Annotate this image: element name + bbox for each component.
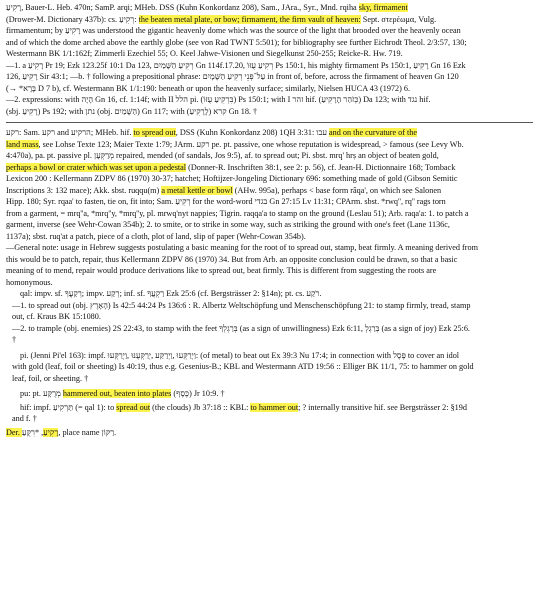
text-span: , see Lohse Texte 123; Maier Texte 1:79; JArm. רקע pe. pt. passive, one whose reputation is widespread, > famous (see Levy Wb.	[38, 139, 464, 149]
text-span: leaf, foil, or sheeting. †	[12, 373, 89, 383]
text-span: Inscriptions 3: 132 mace); Akk. sbst. ruqqu(m)	[6, 185, 162, 195]
text-span: —2. to trample (obj. enemies) 2S 22:43, to stamp with the feet בְּרַגְלְךָ (as a sign of unwillingness) Ezk 6:11, בְּרַגְלְ (as a sign of joy) Ezk 25:6.	[12, 323, 470, 333]
text-line	[6, 196, 533, 208]
text-span: ; ? internally transitive hif. see Bergsträsser 2: §19d	[298, 402, 467, 412]
text-span: (Drower-M. Dictionary 437b): cs. רְקִיעַ:	[6, 14, 139, 24]
highlighted-text: to spread out	[133, 128, 176, 137]
text-span: garment, inverse (see Wehr-Cowan 354b); 2. to smite, or to strike in some way, such as striking the ground with one's feet (Lane 1136c,	[6, 220, 450, 229]
text-line	[6, 402, 533, 414]
text-line	[6, 242, 533, 254]
text-line	[6, 2, 533, 14]
text-span: pu: pt. מְרֻקָּע	[20, 389, 63, 398]
text-line	[6, 427, 533, 439]
text-line	[6, 106, 533, 118]
text-span: Lexicon 200 : Kellermann ZDPV 86 (1970) 30-37; hatchet; Hoftijzer-Jongeling Dictionary 696: something made of gold (Gibson Semitic	[6, 174, 458, 183]
stem-piel	[6, 350, 533, 385]
text-line	[6, 231, 533, 243]
text-line	[6, 265, 533, 277]
text-line	[6, 25, 533, 37]
text-span: רָקִיעַ, Bauer-L. Heb. 470n; SamP. arqi; MHeb. DSS (Kuhn Konkordanz 208), Sam., JAra., Syr., Mnd. rqiha	[6, 3, 359, 12]
text-span: homonymous.	[6, 277, 53, 287]
text-span: רקע: Sam. רקע and הרקיע; MHeb. hif.	[6, 128, 134, 137]
text-line	[6, 48, 533, 60]
text-line	[6, 94, 533, 106]
text-span: , DSS (Kuhn Konkordanz 208) 1QH 3:31: עבו	[175, 128, 330, 137]
text-span: 4:470a), pa. pt. passive pl. מְרַקְּעָן repaired, mended (of sandals, Jos 9:5), af. to spread out; Pi. sbst. mrq' hrṣ an object of beaten gold,	[6, 151, 439, 160]
highlighted-text: a metal kettle or bowl	[161, 185, 233, 195]
text-span: —General note: usage in Hebrew suggests postulating a basic meaning for the root of to spread out, stamp, beat firmly. A meaning derived from	[6, 243, 478, 252]
text-line	[6, 277, 533, 289]
text-line	[6, 311, 533, 323]
entry-divider	[6, 122, 533, 123]
text-line	[6, 37, 533, 49]
text-span: Westermann BK 1/1:162f; Zimmerli Ezechiel 55; O. Keel Jahwe-Visionen und Siegelkunst 250-255; Reicke-R. Hw. 719.	[6, 49, 403, 58]
highlighted-text: sky, firmament	[358, 3, 408, 12]
entry-rq	[6, 127, 533, 438]
text-span: meaning of to mend, repair would produce derivations like to spread out, beat firmly. This is different from suggesting the roots are	[6, 266, 437, 275]
highlighted-text: to hammer out	[250, 402, 299, 412]
text-span: Sept. στερέωμα, Vulg.	[360, 14, 437, 24]
text-line	[6, 350, 533, 362]
text-span: —2. expressions: with הָיָה Gn 16, cf. 1:14f; with II הלל pi. (בִּרְקִיעַ עֻזּוֹ) Ps 150:1; with I זהר hif. (כְּזֹהַר הָרָקִיעַ) Da 123; with נגד hif.	[6, 95, 431, 104]
text-span: out, cf. Kraus BK 15:1080.	[12, 312, 101, 321]
text-span: pi. (Jenni Pi'el 163): impf. וַיְרַקְּעוּ ,וַיְרַקַּע ,יְרַקְּעֶנּוּ ,וַיְרַקְּעוּ: (of metal) to beat out Ex 39:3 Nu 17:4; in connection with פֶּסֶל to cover an idol	[20, 350, 460, 360]
text-span: †	[12, 335, 17, 344]
text-span: qal: impv. sf. רְקַעֲךָ; impv. רְקַע; inf. sf. רַקְעֲךָ Ezk 25:6 (cf. Bergsträsser 2: §14n); pt. cs. רֹקַע.	[20, 289, 322, 298]
text-line	[6, 413, 533, 425]
text-span: —1. a רָקִיעַ Pr 19; Ezk 123.25f 10:1 Da 123, רְקִיעַ הַשָּׁמַיִם Gn 114f.17.20, רְקִיעַ עֻזּוֹ Ps 150:1, his mighty firmament Ps 150:1, רָקִיעַ Gn 16 Ezk	[6, 60, 466, 70]
text-span: (Donner-R. Inschriften 38:1, see 2: p. 56), cf. Jean-H. Dictionnaire 168; Tomback	[186, 162, 456, 172]
text-span: (the clouds) Jb 37:18 :: KBL:	[150, 402, 251, 412]
highlighted-text: hammered out, beaten into plates	[62, 389, 172, 398]
text-span: (sbj. רָקִיעַ) Ps 192; with נתן (obj. הַשָּׁמַיִם) Gn 117; with קרא (לָרָקִיעַ) Gn 18. †	[6, 106, 258, 116]
text-line	[6, 139, 533, 151]
text-span: 126, רָקִיעַ Sir 43:1; —b. † following a prepositional phrase: עַל־פְּנֵי רְקִיעַ הַשָּׁמָיִם in front of, before, across the firmament of heaven Gn 120	[6, 72, 459, 81]
text-span: 1137a); sbst. ruq'at a patch, piece of a cloth, plot of land, slip of paper (Wehr-Cowan 354b).	[6, 231, 306, 241]
text-line	[6, 323, 533, 335]
text-span: with gold (leaf, foil or sheeting) Is 40:19, thus e.g. Gesenius-B.; KBL and Westermann ATD 19:56 :: Elliger BK 11/1, 75: to hammer on gold	[12, 362, 474, 371]
highlighted-text: land mass	[6, 139, 39, 149]
highlighted-text: the beaten metal plate, or bow; firmament, the firm vault of heaven:	[138, 14, 361, 24]
highlighted-text: Der. רָקִיעַ	[6, 427, 59, 437]
text-line	[6, 300, 533, 312]
text-span: and f. †	[12, 414, 37, 423]
text-span: (כֶּסֶף) Jr 10:9. †	[171, 389, 225, 398]
text-line	[6, 162, 533, 174]
highlighted-text: perhaps a bowl or crater which was set upon a pedestal	[6, 162, 187, 172]
text-line	[6, 254, 533, 266]
entry-rq-body	[6, 127, 533, 288]
derivatives	[6, 427, 533, 439]
text-line	[6, 185, 533, 197]
highlighted-text: and on the curvature of the	[329, 128, 417, 137]
text-span: , *רִקֻּעַ, place name רַקּוֹן.	[21, 427, 117, 437]
text-span: (AHw. 995a), perhaps < base form râqa', on which see Salonen	[232, 185, 442, 195]
text-span: from a garment, = mrq''a, *mrq''y, *mrq''y, pl. mrwq'nyt nappies; Tigrin. raqqa'a to stamp on the ground (Leslau 51); Arb. raqa'a: 1. to patch a	[6, 208, 469, 218]
text-line	[6, 14, 533, 26]
stem-hifil	[6, 402, 533, 425]
text-line	[6, 208, 533, 220]
text-span: hif: impf. תַּרְקִיעַ (= qal 1): to	[20, 402, 117, 412]
highlighted-text: spread out	[116, 402, 151, 412]
text-line	[6, 361, 533, 373]
stem-qal	[6, 288, 533, 346]
text-line	[6, 71, 533, 83]
text-span: —1. to spread out (obj. הָאָרֶץ) Is 42:5 44:24 Ps 136:6 : R. Albertz Weltschöpfung und Menschenschöpfung 21: to stamp firmly, tread, stamp	[12, 300, 471, 310]
text-span: firmamentum; by רָקִיעַ was understood the gigantic heavenly dome which was the source of the light that brooded over the heavenly ocean	[6, 26, 461, 35]
text-line	[6, 334, 533, 346]
text-line	[6, 219, 533, 231]
text-span: (→ *בָּרָא D 7 b), cf. Westermann BK 1/1:190: beneath or upon the heavenly surface; similarly, Nielsen HUCA 43 (1972) 6.	[6, 83, 411, 93]
text-line	[6, 388, 533, 400]
text-line	[6, 150, 533, 162]
stem-pual	[6, 388, 533, 400]
entry-raqia-body	[6, 2, 533, 117]
text-line	[6, 60, 533, 72]
entry-raqia	[6, 2, 533, 117]
text-line	[6, 83, 533, 95]
text-span: and of which the dome arched above the earthly globe (see von Rad TWNT 5:501); for bibliography see further Eichrodt Theol. 2/3:57, 130;	[6, 37, 467, 47]
text-line	[6, 173, 533, 185]
text-span: this would be to patch, repair, thus Kellermann ZDPV 86 (1970) 34. But from Arb. an opposite conclusion could be drawn, so that a basic	[6, 254, 458, 264]
text-span: Hipp. 180; Syr. rqaa' to fasten, tie on, fit into; Sam. רְקִיעַ for the word-word בגדי Gn 27:15 Lv 11:31; CPArm. sbst. *rwq'', rq'' rags torn	[6, 197, 446, 206]
text-line	[6, 288, 533, 300]
text-line	[6, 127, 533, 139]
text-line	[6, 373, 533, 385]
